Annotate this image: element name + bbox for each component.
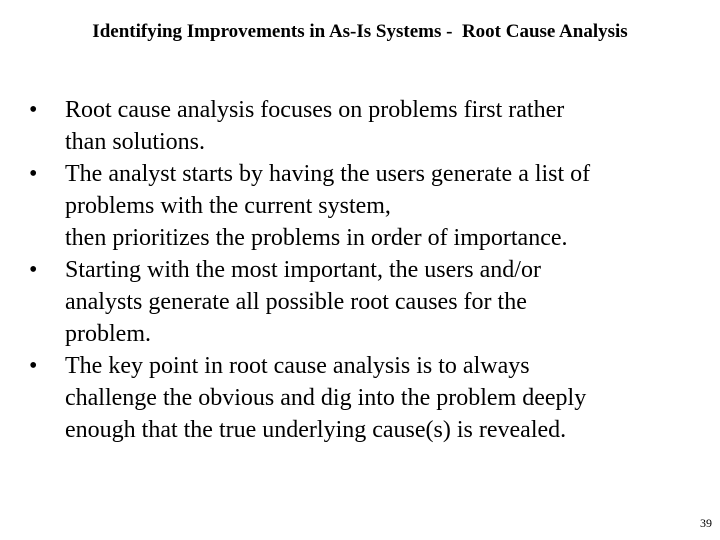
bullet-line: than solutions. <box>65 129 206 155</box>
bullet-item <box>26 254 706 350</box>
slide-title: Identifying Improvements in As-Is Systems - Root Cause Analysis <box>92 21 628 42</box>
bullet-dot-icon: • <box>29 257 38 283</box>
page-number: 39 <box>700 516 712 530</box>
bullet-line: problem. <box>65 321 151 347</box>
bullet-line: analysts generate all possible root causes for the <box>65 289 527 315</box>
bullet-line: problems with the current system, <box>65 193 391 219</box>
bullet-line: challenge the obvious and dig into the problem deeply <box>65 385 587 411</box>
bullet-line: enough that the true underlying cause(s) is revealed. <box>65 417 567 443</box>
bullet-dot-icon: • <box>29 161 38 187</box>
bullet-list <box>26 94 706 446</box>
bullet-item <box>26 350 706 446</box>
bullet-item <box>26 158 706 254</box>
bullet-line: Root cause analysis focuses on problems first rather <box>65 97 565 123</box>
bullet-dot-icon: • <box>29 97 38 123</box>
bullet-item <box>26 94 706 158</box>
bullet-line: then prioritizes the problems in order of importance. <box>65 225 568 251</box>
bullet-line: Starting with the most important, the users and/or <box>65 257 541 283</box>
bullet-dot-icon: • <box>29 353 38 379</box>
bullet-line: The analyst starts by having the users generate a list of <box>65 161 591 187</box>
bullet-line: The key point in root cause analysis is to always <box>65 353 530 379</box>
